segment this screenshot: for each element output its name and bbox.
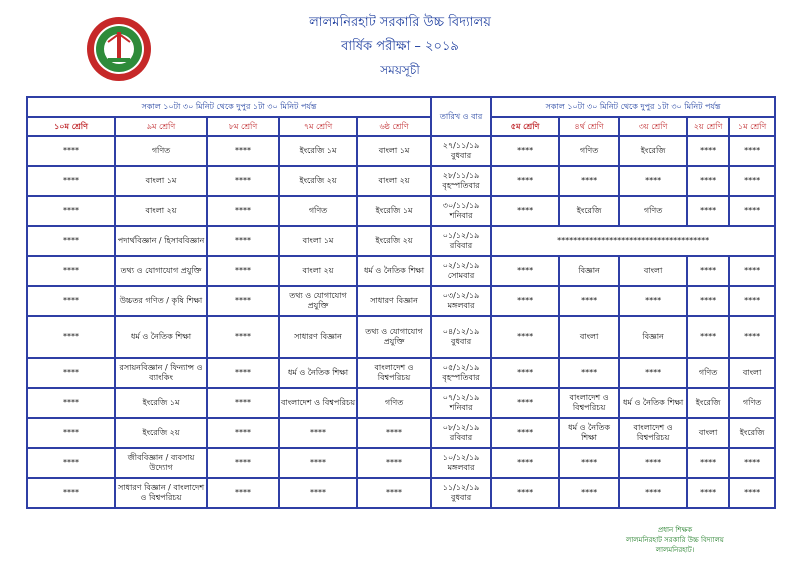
- subject-cell: সাধারণ বিজ্ঞান / বাংলাদেশ ও বিশ্বপরিচয়: [115, 478, 207, 508]
- exam-day: বুধবার: [451, 493, 472, 502]
- subject-cell: ****: [207, 448, 279, 478]
- subject-cell: বাংলাদেশ ও বিশ্বপরিচয়: [619, 418, 687, 448]
- subject-cell: গণিত: [687, 358, 729, 388]
- subject-cell: উচ্চতর গণিত / কৃষি শিক্ষা: [115, 286, 207, 316]
- time-left: সকাল ১০টা ৩০ মিনিট থেকে দুপুর ১টা ৩০ মিনিট পর্যন্ত: [27, 97, 431, 117]
- subject-cell: ****: [559, 448, 619, 478]
- subject-cell: তথ্য ও যোগাযোগ প্রযুক্তি: [115, 256, 207, 286]
- subject-cell: সাধারণ বিজ্ঞান: [279, 316, 357, 358]
- subject-cell: ইংরেজি ১ম: [279, 136, 357, 166]
- exam-date: ১১/১২/১৯: [442, 483, 480, 492]
- class-header: ৮ম শ্রেণি: [207, 117, 279, 136]
- subject-cell: বাংলা ২য়: [115, 196, 207, 226]
- date-cell: [431, 256, 491, 286]
- subject-cell: ****: [491, 256, 559, 286]
- headmaster-school: লালমনিরহাট সরকারি উচ্চ বিদ্যালয়: [626, 536, 724, 544]
- subject-cell: বাংলা: [559, 316, 619, 358]
- exam-date: ০৪/১২/১৯: [442, 327, 480, 336]
- table-row: [27, 226, 775, 256]
- subject-cell: বাংলাদেশ ও বিশ্বপরিচয়: [559, 388, 619, 418]
- subject-cell: ****: [27, 388, 115, 418]
- subject-cell: বাংলা ১ম: [279, 226, 357, 256]
- subject-cell: ****: [729, 286, 775, 316]
- subject-cell: ****: [687, 478, 729, 508]
- table-row: [27, 136, 775, 166]
- subject-cell: বাংলা ২য়: [357, 166, 431, 196]
- class-header: ৭ম শ্রেণি: [279, 117, 357, 136]
- headmaster-title: প্রধান শিক্ষক: [657, 526, 693, 534]
- subject-cell: ****: [687, 196, 729, 226]
- subject-cell: ****: [729, 478, 775, 508]
- class-header: ৬ষ্ঠ শ্রেণি: [357, 117, 431, 136]
- subject-cell: ধর্ম ও নৈতিক শিক্ষা: [619, 388, 687, 418]
- table-row: [27, 316, 775, 358]
- date-cell: [431, 166, 491, 196]
- subject-cell: ****: [279, 478, 357, 508]
- subject-cell: ধর্ম ও নৈতিক শিক্ষা: [559, 418, 619, 448]
- subject-cell: ****: [491, 448, 559, 478]
- subject-cell: ****: [357, 448, 431, 478]
- subject-cell: ****: [729, 166, 775, 196]
- subject-cell: ****: [207, 136, 279, 166]
- exam-date: ১০/১২/১৯: [442, 453, 480, 462]
- subject-cell: ****: [729, 136, 775, 166]
- date-cell: [431, 358, 491, 388]
- subject-cell: ****: [27, 448, 115, 478]
- subject-cell: ইংরেজি ১ম: [357, 196, 431, 226]
- subject-cell: গণিত: [619, 196, 687, 226]
- subject-cell: ****: [491, 316, 559, 358]
- exam-date: ০৫/১২/১৯: [442, 363, 480, 372]
- subject-cell: বিজ্ঞান: [559, 256, 619, 286]
- table-row: [27, 196, 775, 226]
- date-cell: [431, 388, 491, 418]
- signature-block: [575, 525, 775, 555]
- exam-date: ২৮/১১/১৯: [442, 171, 480, 180]
- subject-cell: গণিত: [279, 196, 357, 226]
- header-block: [230, 14, 570, 78]
- subject-cell: ****: [559, 286, 619, 316]
- date-cell: [431, 196, 491, 226]
- subject-cell: তথ্য ও যোগাযোগ প্রযুক্তি: [279, 286, 357, 316]
- time-right: সকাল ১০টা ৩০ মিনিট থেকে দুপুর ১টা ৩০ মিনিট পর্যন্ত: [491, 97, 775, 117]
- subject-cell: বাংলা: [619, 256, 687, 286]
- exam-day: রবিবার: [449, 241, 473, 250]
- exam-date: ২৭/১১/১৯: [442, 141, 480, 150]
- subject-cell: ইংরেজি: [729, 418, 775, 448]
- subject-cell: বাংলাদেশ ও বিশ্বপরিচয়: [357, 358, 431, 388]
- subject-cell: বাংলা: [729, 358, 775, 388]
- exam-title: বার্ষিক পরীক্ষা – ২০১৯: [341, 39, 459, 54]
- subject-cell: গণিত: [357, 388, 431, 418]
- subject-cell: ****: [357, 478, 431, 508]
- subject-cell: জীববিজ্ঞান / ব্যবসায় উদ্যোগ: [115, 448, 207, 478]
- subject-cell: বাংলা ১ম: [357, 136, 431, 166]
- subject-cell: বিজ্ঞান: [619, 316, 687, 358]
- time-header-row: [27, 97, 775, 117]
- subject-cell: ****: [207, 388, 279, 418]
- table-row: [27, 358, 775, 388]
- subject-cell: বাংলা ২য়: [279, 256, 357, 286]
- subject-cell: গণিত: [115, 136, 207, 166]
- subject-cell: ****: [279, 448, 357, 478]
- subject-cell: ****: [27, 256, 115, 286]
- subject-cell: ****: [559, 358, 619, 388]
- subject-cell: ****: [27, 166, 115, 196]
- subject-cell: ****: [27, 358, 115, 388]
- exam-day: শনিবার: [449, 211, 473, 220]
- subject-cell: ধর্ম ও নৈতিক শিক্ষা: [357, 256, 431, 286]
- schedule-title: সময়সূচী: [380, 63, 420, 77]
- subject-cell: ****: [687, 136, 729, 166]
- subject-cell: ****: [729, 448, 775, 478]
- table-row: [27, 166, 775, 196]
- table-row: [27, 388, 775, 418]
- class-header: ১ম শ্রেণি: [729, 117, 775, 136]
- subject-cell: ****: [27, 418, 115, 448]
- subject-cell: ****: [491, 196, 559, 226]
- subject-cell: ****: [687, 448, 729, 478]
- table-row: [27, 478, 775, 508]
- date-header: তারিখ ও বার: [431, 97, 491, 136]
- exam-day: সোমবার: [447, 271, 475, 280]
- subject-cell: সাধারণ বিজ্ঞান: [357, 286, 431, 316]
- headmaster-town: লালমনিরহাট।: [655, 546, 695, 554]
- subject-cell: ধর্ম ও নৈতিক শিক্ষা: [279, 358, 357, 388]
- subject-cell: তথ্য ও যোগাযোগ প্রযুক্তি: [357, 316, 431, 358]
- date-cell: [431, 478, 491, 508]
- subject-cell: ****: [491, 418, 559, 448]
- subject-cell: ****: [729, 316, 775, 358]
- class-header: ১০ম শ্রেণি: [27, 117, 115, 136]
- subject-cell: গণিত: [729, 388, 775, 418]
- subject-cell: পদার্থবিজ্ঞান / হিসাববিজ্ঞান: [115, 226, 207, 256]
- subject-cell: ****: [619, 448, 687, 478]
- date-cell: [431, 448, 491, 478]
- school-logo: [86, 16, 152, 82]
- subject-cell: বাংলা: [687, 418, 729, 448]
- subject-cell: ****: [207, 226, 279, 256]
- subject-cell: ****: [619, 166, 687, 196]
- date-cell: [431, 226, 491, 256]
- exam-day: মঙ্গলবার: [447, 463, 475, 472]
- subject-cell: ইংরেজি ২য়: [115, 418, 207, 448]
- subject-cell: ইংরেজি: [687, 388, 729, 418]
- subject-cell: ****: [279, 418, 357, 448]
- subject-cell: ইংরেজি ২য়: [279, 166, 357, 196]
- subject-cell: ****: [687, 286, 729, 316]
- table-row: [27, 286, 775, 316]
- class-header: ২য় শ্রেণি: [687, 117, 729, 136]
- class-header: ৫ম শ্রেণি: [491, 117, 559, 136]
- no-exam-cell: **************************************: [491, 226, 775, 256]
- subject-cell: ****: [619, 286, 687, 316]
- subject-cell: ****: [559, 166, 619, 196]
- subject-cell: ****: [27, 136, 115, 166]
- subject-cell: ****: [729, 256, 775, 286]
- exam-day: শনিবার: [449, 403, 473, 412]
- subject-cell: ****: [491, 388, 559, 418]
- subject-cell: রসায়নবিজ্ঞান / ফিন্যান্স ও ব্যাংকিং: [115, 358, 207, 388]
- subject-cell: ****: [491, 286, 559, 316]
- subject-cell: ****: [27, 316, 115, 358]
- subject-cell: ****: [207, 256, 279, 286]
- class-header: ৪র্থ শ্রেণি: [559, 117, 619, 136]
- class-header: ৯ম শ্রেণি: [115, 117, 207, 136]
- table-row: [27, 448, 775, 478]
- subject-cell: ****: [559, 478, 619, 508]
- subject-cell: ****: [27, 286, 115, 316]
- subject-cell: ****: [491, 478, 559, 508]
- subject-cell: বাংলাদেশ ও বিশ্বপরিচয়: [279, 388, 357, 418]
- date-cell: [431, 286, 491, 316]
- exam-date: ০৩/১২/১৯: [442, 291, 480, 300]
- exam-day: মঙ্গলবার: [447, 301, 475, 310]
- exam-day: বৃহস্পতিবার: [442, 373, 480, 382]
- subject-cell: ****: [729, 196, 775, 226]
- subject-cell: ইংরেজি: [559, 196, 619, 226]
- subject-cell: ****: [491, 358, 559, 388]
- exam-date: ০১/১২/১৯: [442, 231, 480, 240]
- subject-cell: ****: [207, 418, 279, 448]
- class-header: ৩য় শ্রেণি: [619, 117, 687, 136]
- subject-cell: বাংলা ১ম: [115, 166, 207, 196]
- subject-cell: ****: [687, 316, 729, 358]
- exam-schedule-table: [26, 96, 776, 509]
- exam-day: বুধবার: [451, 151, 472, 160]
- subject-cell: ****: [619, 478, 687, 508]
- subject-cell: ****: [687, 166, 729, 196]
- subject-cell: গণিত: [559, 136, 619, 166]
- subject-cell: ****: [619, 358, 687, 388]
- date-cell: [431, 418, 491, 448]
- subject-cell: ****: [491, 136, 559, 166]
- subject-cell: ****: [207, 358, 279, 388]
- subject-cell: ****: [207, 166, 279, 196]
- subject-cell: ****: [207, 478, 279, 508]
- subject-cell: ইংরেজি ১ম: [115, 388, 207, 418]
- table-row: [27, 418, 775, 448]
- subject-cell: ****: [357, 418, 431, 448]
- class-header-row: [27, 117, 775, 136]
- subject-cell: ****: [27, 478, 115, 508]
- school-name: লালমনিরহাট সরকারি উচ্চ বিদ্যালয়: [309, 15, 491, 30]
- subject-cell: ধর্ম ও নৈতিক শিক্ষা: [115, 316, 207, 358]
- exam-day: রবিবার: [449, 433, 473, 442]
- subject-cell: ****: [491, 166, 559, 196]
- exam-day: বৃহস্পতিবার: [442, 181, 480, 190]
- exam-date: ০৮/১২/১৯: [442, 423, 480, 432]
- exam-date: ৩০/১১/১৯: [442, 201, 480, 210]
- subject-cell: ****: [27, 196, 115, 226]
- exam-date: ০৭/১২/১৯: [442, 393, 480, 402]
- date-cell: [431, 136, 491, 166]
- subject-cell: ইংরেজি: [619, 136, 687, 166]
- subject-cell: ****: [687, 256, 729, 286]
- subject-cell: ইংরেজি ২য়: [357, 226, 431, 256]
- subject-cell: ****: [207, 316, 279, 358]
- date-cell: [431, 316, 491, 358]
- exam-date: ০২/১২/১৯: [442, 261, 480, 270]
- exam-day: বুধবার: [451, 337, 472, 346]
- subject-cell: ****: [207, 196, 279, 226]
- table-row: [27, 256, 775, 286]
- subject-cell: ****: [207, 286, 279, 316]
- subject-cell: ****: [27, 226, 115, 256]
